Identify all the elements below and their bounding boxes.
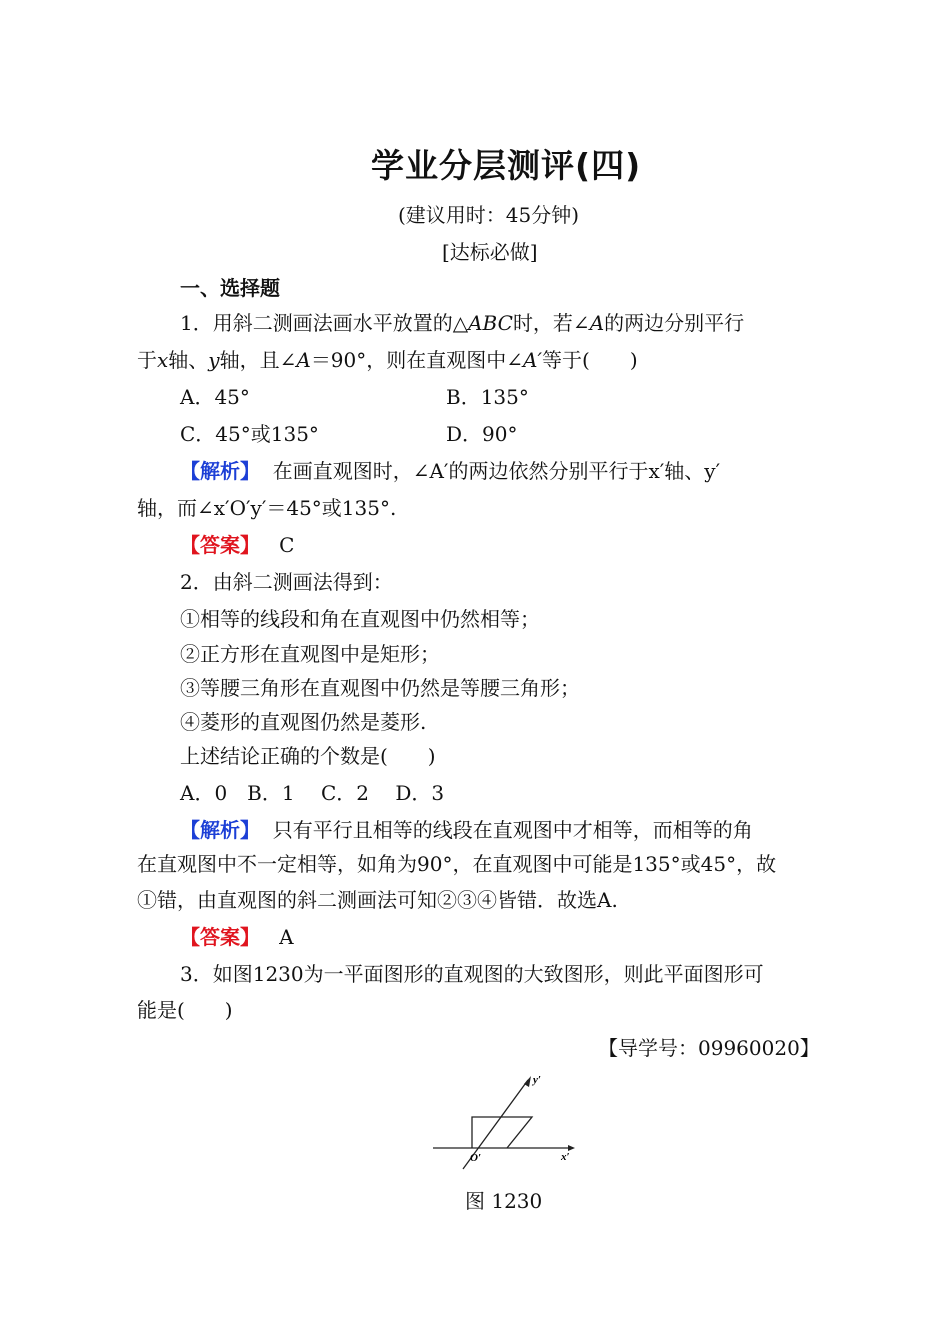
q1-l2-6: ＝90°，则在直观图中∠ bbox=[310, 348, 524, 372]
q2-answer-line bbox=[180, 925, 294, 949]
q3-line2: 能是( ) bbox=[137, 998, 233, 1022]
q2-statement-3: ③等腰三角形在直观图中仍然是等腰三角形； bbox=[180, 676, 580, 700]
q2-analysis-line3: ①错，由直观图的斜二测画法可知②③④皆错．故选A. bbox=[137, 888, 618, 912]
figure-1230 bbox=[430, 1072, 580, 1172]
q1-l2-x: x bbox=[157, 348, 169, 372]
q3-line1: 3．如图1230为一平面图形的直观图的大致图形，则此平面图形可 bbox=[180, 962, 764, 986]
q1-answer-line bbox=[180, 533, 294, 557]
q1-line2 bbox=[137, 348, 638, 372]
q2-options: A．0 B．1 C．2 D．3 bbox=[180, 781, 445, 805]
q1-l2-a: A bbox=[296, 348, 311, 372]
q2-statement-2: ②正方形在直观图中是矩形； bbox=[180, 642, 440, 666]
q1-analysis-line1 bbox=[180, 459, 720, 483]
level-label: [达标必做] bbox=[442, 240, 538, 264]
q1-option-d: D．90° bbox=[446, 422, 518, 446]
o-label: O′ bbox=[470, 1152, 482, 1164]
y-label: y′ bbox=[533, 1074, 541, 1086]
q1-line1 bbox=[180, 311, 744, 335]
q1-analysis-text1: 在画直观图时，∠A′的两边依然分别平行于x′轴、y′ bbox=[272, 459, 721, 483]
q1-l2-aprime: A′ bbox=[523, 348, 543, 372]
q2-question: 上述结论正确的个数是( ) bbox=[180, 744, 436, 768]
q1-l2-2: 轴、 bbox=[168, 348, 209, 372]
q1-analysis-line2: 轴，而∠x′O′y′＝45°或135°. bbox=[137, 496, 397, 520]
q2-analysis-text1: 只有平行且相等的线段在直观图中才相等，而相等的角 bbox=[272, 818, 753, 842]
figure-caption: 图 1230 bbox=[465, 1189, 543, 1213]
q2-analysis-line2: 在直观图中不一定相等，如角为90°，在直观图中可能是135°或45°，故 bbox=[137, 852, 777, 876]
q2-analysis-line1 bbox=[180, 818, 753, 842]
x-label: x′ bbox=[561, 1151, 570, 1163]
q1-option-b: B．135° bbox=[446, 385, 529, 409]
analysis-tag: 【解析】 bbox=[180, 818, 260, 842]
q1-option-c: C．45°或135° bbox=[180, 422, 319, 446]
section-heading: 一、选择题 bbox=[180, 276, 280, 300]
q1-line1-suffix: 的两边分别平行 bbox=[604, 311, 745, 335]
q2-statement-4: ④菱形的直观图仍然是菱形. bbox=[180, 710, 427, 734]
q1-answer: C bbox=[279, 533, 295, 557]
q1-line1-prefix: 1．用斜二测画法画水平放置的△ bbox=[180, 311, 469, 335]
q2-answer: A bbox=[279, 925, 294, 949]
q2-statement-1: ①相等的线段和角在直观图中仍然相等； bbox=[180, 607, 540, 631]
q1-l2-8: 等于( ) bbox=[542, 348, 638, 372]
q1-l2-0: 于 bbox=[137, 348, 157, 372]
q1-abc: ABC bbox=[468, 311, 513, 335]
q3-guide-number: 【导学号：09960020】 bbox=[598, 1036, 820, 1060]
analysis-tag: 【解析】 bbox=[180, 459, 260, 483]
answer-tag: 【答案】 bbox=[180, 925, 260, 949]
y-arrow-icon bbox=[524, 1076, 531, 1087]
q1-a: A bbox=[589, 311, 605, 335]
page-title: 学业分层测评(四) bbox=[371, 146, 642, 185]
q1-line1-mid: 时，若∠ bbox=[512, 311, 590, 335]
q1-l2-4: 轴，且∠ bbox=[219, 348, 297, 372]
answer-tag: 【答案】 bbox=[180, 533, 260, 557]
q2-stem: 2．由斜二测画法得到： bbox=[180, 570, 393, 594]
time-note: (建议用时：45分钟) bbox=[398, 203, 580, 227]
q1-l2-y: y bbox=[208, 348, 220, 372]
q1-option-a: A．45° bbox=[180, 385, 250, 409]
